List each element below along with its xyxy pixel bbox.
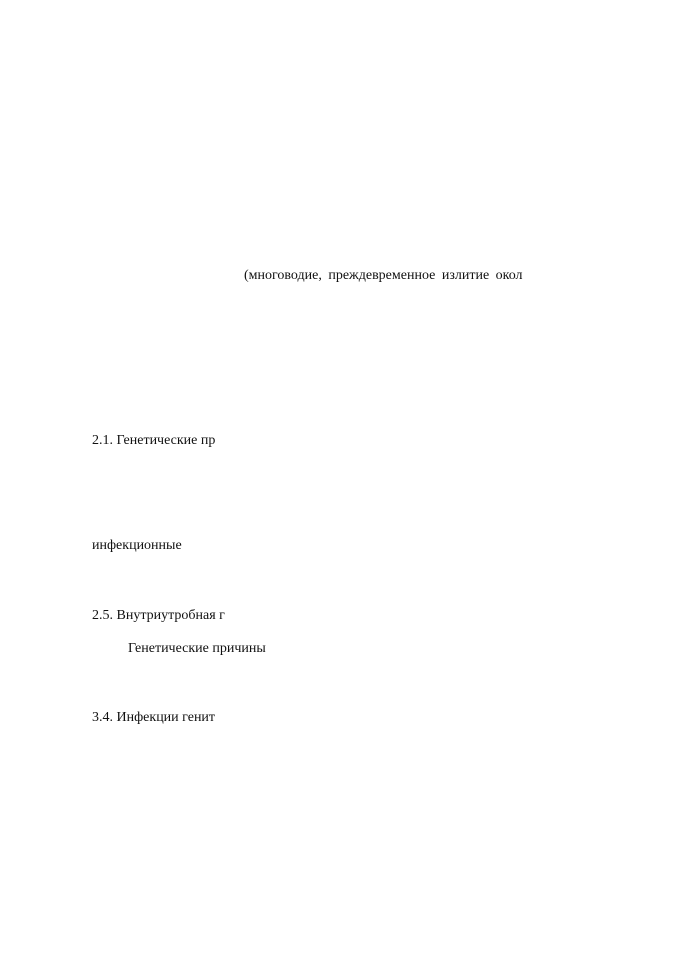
text-fragment-polyhydramnios: (многоводие, преждевременное излитие окол bbox=[244, 268, 523, 283]
section-heading-2-5: 2.5. Внутриутробная г bbox=[92, 608, 225, 623]
text-fragment-genetic-causes: Генетические причины bbox=[128, 641, 266, 656]
section-heading-3-4: 3.4. Инфекции генит bbox=[92, 710, 216, 725]
text-fragment-infectious: инфекционные bbox=[92, 538, 182, 553]
section-heading-2-1: 2.1. Генетические пр bbox=[92, 433, 216, 448]
